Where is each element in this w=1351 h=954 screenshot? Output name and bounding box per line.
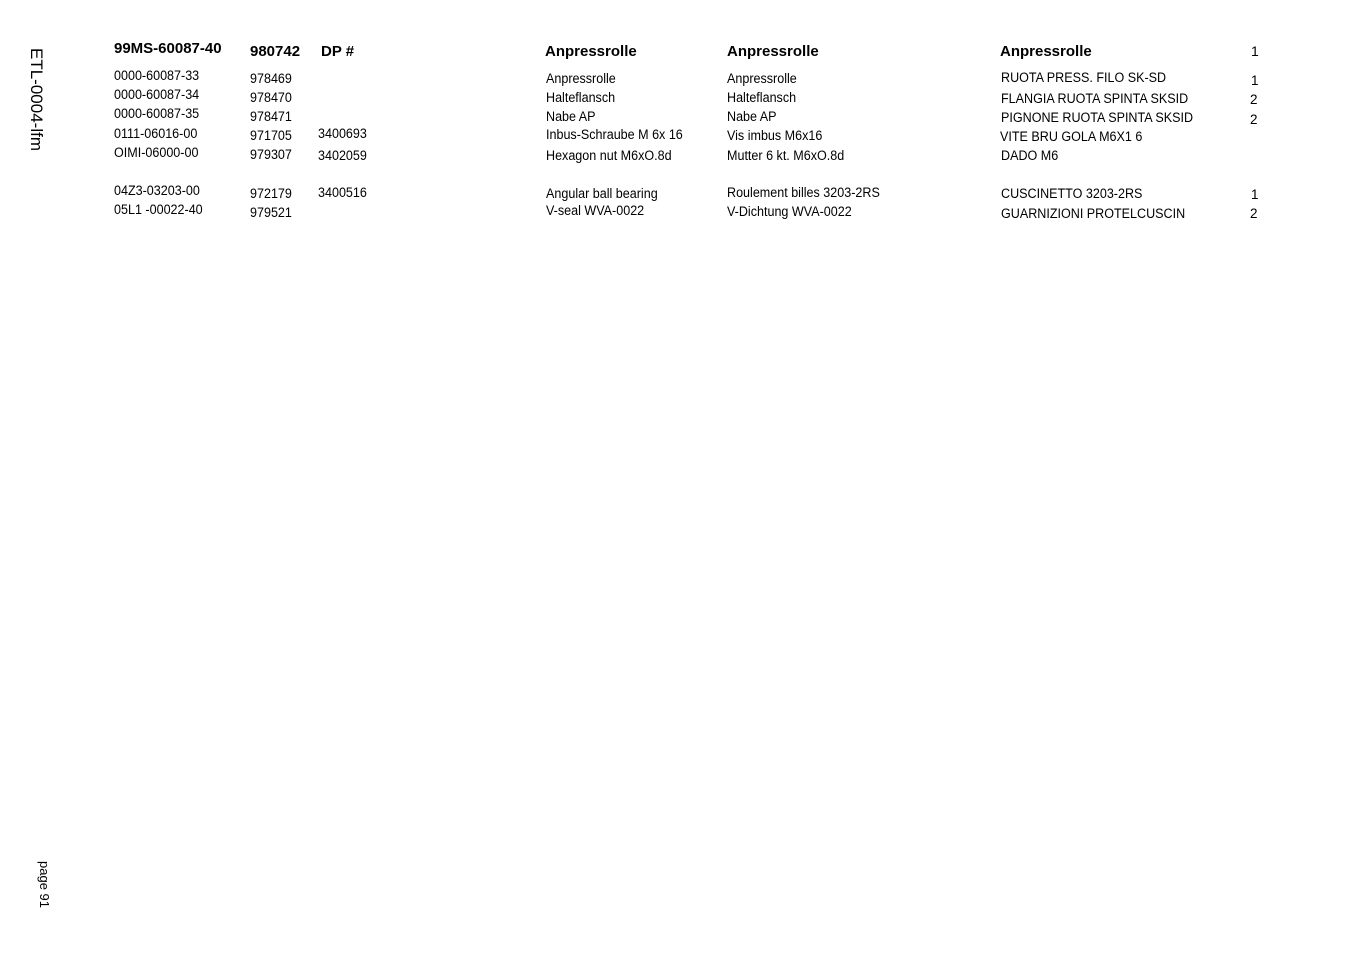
header-code: 980742 — [250, 43, 301, 60]
description-en: Nabe AP — [546, 109, 596, 124]
quantity: 2 — [1250, 112, 1258, 127]
table-row — [0, 126, 1351, 146]
code: 978470 — [250, 90, 292, 105]
part-number: 04Z3-03203-00 — [114, 183, 200, 198]
dp-number: 3400693 — [318, 126, 367, 141]
description-fr: Mutter 6 kt. M6xO.8d — [727, 148, 845, 163]
part-number: 0000-60087-35 — [114, 106, 200, 121]
header-quantity: 1 — [1251, 43, 1259, 59]
code: 978471 — [250, 109, 292, 124]
description-en: Inbus-Schraube M 6x 16 — [546, 127, 683, 142]
description-fr: Nabe AP — [727, 109, 777, 124]
part-number: 0000-60087-33 — [114, 68, 200, 83]
header-description-it: Anpressrolle — [1000, 43, 1092, 60]
part-number: OIMI-06000-00 — [114, 145, 199, 160]
quantity: 1 — [1251, 187, 1259, 202]
description-fr: Roulement billes 3203-2RS — [727, 185, 880, 200]
header-description-fr: Anpressrolle — [727, 43, 819, 60]
document-code: ETL-0004-lfm — [27, 48, 46, 151]
quantity: 1 — [1251, 73, 1259, 88]
part-number: 05L1 -00022-40 — [114, 202, 203, 217]
code: 979307 — [250, 147, 292, 162]
description-fr: Anpressrolle — [727, 71, 797, 86]
part-number: 0111-06016-00 — [114, 126, 198, 141]
description-it: PIGNONE RUOTA SPINTA SKSID — [1001, 110, 1194, 125]
description-en: Hexagon nut M6xO.8d — [546, 148, 672, 163]
description-it: GUARNIZIONI PROTELCUSCIN — [1001, 206, 1186, 221]
description-fr: Vis imbus M6x16 — [727, 128, 823, 143]
quantity: 2 — [1250, 206, 1258, 221]
header-description-en: Anpressrolle — [545, 43, 637, 60]
table-row — [0, 87, 1351, 107]
dp-number: 3400516 — [318, 185, 367, 200]
part-number: 0000-60087-34 — [114, 87, 200, 102]
table-row — [0, 145, 1351, 165]
quantity: 2 — [1250, 92, 1258, 107]
page-number: page 91 — [37, 861, 52, 908]
table-row — [0, 68, 1351, 88]
table-row — [0, 202, 1351, 222]
table-row — [0, 106, 1351, 126]
table-row — [0, 183, 1351, 203]
description-it: CUSCINETTO 3203-2RS — [1001, 186, 1143, 201]
description-it: VITE BRU GOLA M6X1 6 — [1000, 129, 1143, 144]
description-fr: Halteflansch — [727, 90, 797, 105]
description-it: FLANGIA RUOTA SPINTA SKSID — [1001, 91, 1189, 106]
description-fr: V-Dichtung WVA-0022 — [727, 204, 852, 219]
header-part-number: 99MS-60087-40 — [114, 40, 222, 57]
description-it: RUOTA PRESS. FILO SK-SD — [1001, 70, 1167, 85]
dp-number: 3402059 — [318, 148, 367, 163]
code: 978469 — [250, 71, 292, 86]
description-en: Anpressrolle — [546, 71, 616, 86]
header-dp: DP # — [321, 43, 355, 60]
code: 979521 — [250, 205, 292, 220]
description-en: Halteflansch — [546, 90, 616, 105]
description-en: V-seal WVA-0022 — [546, 203, 645, 218]
code: 972179 — [250, 186, 292, 201]
description-en: Angular ball bearing — [546, 186, 658, 201]
description-it: DADO M6 — [1001, 148, 1059, 163]
code: 971705 — [250, 128, 292, 143]
